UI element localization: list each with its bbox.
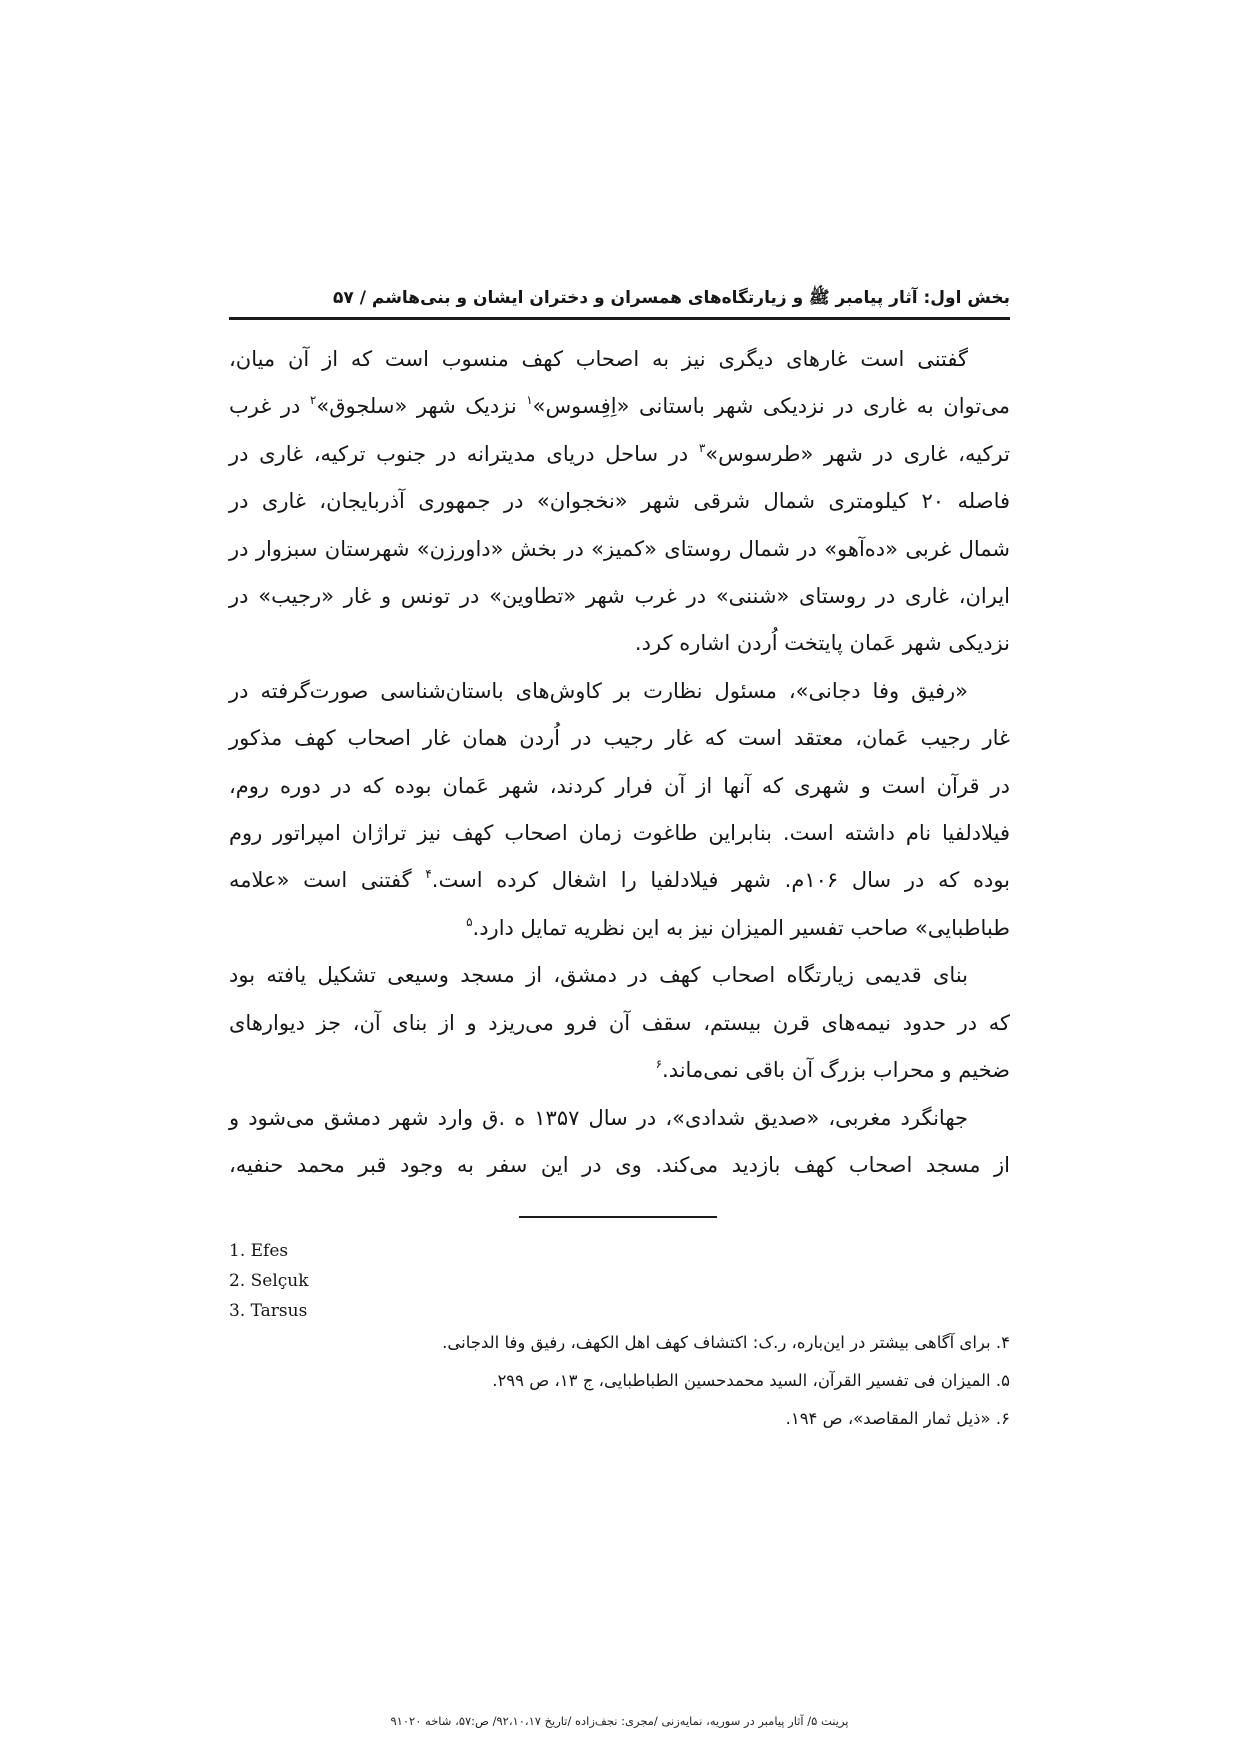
footnote-ref: ۲ — [309, 393, 317, 408]
footnote-item: ۴. برای آگاهی بیشتر در این‌باره، ر.ک: اکتشاف کهف اهل الکهف، رفیق وفا الدجانی. — [442, 1333, 1010, 1352]
body-line: فیلادلفیا نام داشته است. بنابراین طاغوت زمان اصحاب کهف نیز تراژان امپراتور روم — [229, 821, 1010, 846]
body-line: جهانگرد مغربی، «صدیق شدادی»، در سال ۱۳۵۷ ه .ق وارد شهر دمشق می‌شود و — [229, 1105, 968, 1130]
footnote-item: 3. Tarsus — [229, 1301, 308, 1321]
body-line: فاصله ۲۰ کیلومتری شمال شرقی شهر «نخجوان» در جمهوری آذربایجان، غاری در — [229, 489, 1011, 514]
footnote-ref: ۴ — [425, 867, 432, 882]
body-line: نزدیکی شهر عَمان پایتخت اُردن اشاره کرد. — [634, 631, 1010, 656]
footnote-separator — [519, 1216, 717, 1218]
footnote-item: 1. Efes — [229, 1241, 289, 1261]
footnote-item: 2. Selçuk — [229, 1271, 309, 1291]
body-text — [229, 336, 1010, 1189]
print-footer — [0, 1714, 1239, 1728]
footnote-ref: ۳ — [698, 440, 706, 455]
footer-text: پرینت ۵/ آثار پیامبر در سوریه، نمایه‌زنی /مجری: نجف‌زاده /تاریخ ۹۲،۱۰،۱۷/ ص:۵۷، شاخه ۹۱۰۲۰ — [390, 1714, 849, 1728]
running-title: بخش اول: آثار پیامبر ﷺ و زیارتگاه‌های همسران و دختران ایشان و بنی‌هاشم / ۵۷ — [333, 288, 1010, 308]
footnotes-persian — [229, 1324, 1010, 1438]
body-line: شمال غربی «ده‌آهو» در شمال روستای «کمیز» در بخش «داورزن» شهرستان سبزوار در — [229, 536, 1010, 561]
body-line: «رفیق وفا دجانی»، مسئول نظارت بر کاوش‌های باستان‌شناسی صورت‌گرفته در — [229, 678, 968, 703]
footnote-ref: ۶ — [655, 1057, 663, 1072]
body-line: بوده که در سال ۱۰۶م. شهر فیلادلفیا را اشغال کرده است.$^۴$ گفتنی است «علامه — [229, 867, 1011, 893]
body-line: طباطبایی» صاحب تفسیر المیزان نیز به این نظریه تمایل دارد.$^۵$ — [466, 914, 1010, 940]
body-line: در قرآن است و شهری که آنها از آن فرار کردند، شهر عَمان بوده که در دوره روم، — [229, 773, 1010, 798]
body-line: می‌توان به غاری در نزدیکی شهر باستانی «اِفِسوس»$^۱$ نزدیک شهر «سلجوق»$^۲$ در غرب — [229, 393, 1010, 419]
footnote-ref: ۱ — [526, 393, 533, 408]
footnote-item: ۵. المیزان فی تفسیر القرآن، السید محمدحسین الطباطبایی، ج ۱۳، ص ۲۹۹. — [492, 1371, 1010, 1390]
footnotes-latin — [229, 1236, 1010, 1326]
body-line: که در حدود نیمه‌های قرن بیستم، سقف آن فرو می‌ریزد و از بنای آن، جز دیوارهای — [229, 1010, 1010, 1035]
page-header — [229, 286, 1010, 320]
body-line: ترکیه، غاری در شهر «طرسوس»$^۳$ در ساحل دریای مدیترانه در جنوب ترکیه، غاری در — [229, 440, 1010, 466]
footnote-item: ۶. «ذیل ثمار المقاصد»، ص ۱۹۴. — [785, 1409, 1010, 1428]
body-line: بنای قدیمی زیارتگاه اصحاب کهف در دمشق، از مسجد وسیعی تشکیل یافته بود — [229, 963, 968, 988]
body-line: ضخیم و محراب بزرگ آن باقی نمی‌ماند.$^۶$ — [655, 1057, 1010, 1083]
footnote-ref: ۵ — [466, 914, 473, 929]
body-line: غار رجیب عَمان، معتقد است که غار رجیب در اُردن همان غار اصحاب کهف مذکور — [229, 726, 1010, 751]
body-line: ایران، غاری در روستای «شننی» در غرب شهر «تطاوین» در تونس و غار «رجیب» در — [229, 584, 1010, 609]
body-line: گفتنی است غارهای دیگری نیز به اصحاب کهف منسوب است که از آن میان، — [229, 347, 968, 371]
body-line: از مسجد اصحاب کهف بازدید می‌کند. وی در این سفر به وجود قبر محمد حنفیه، — [229, 1152, 1010, 1177]
